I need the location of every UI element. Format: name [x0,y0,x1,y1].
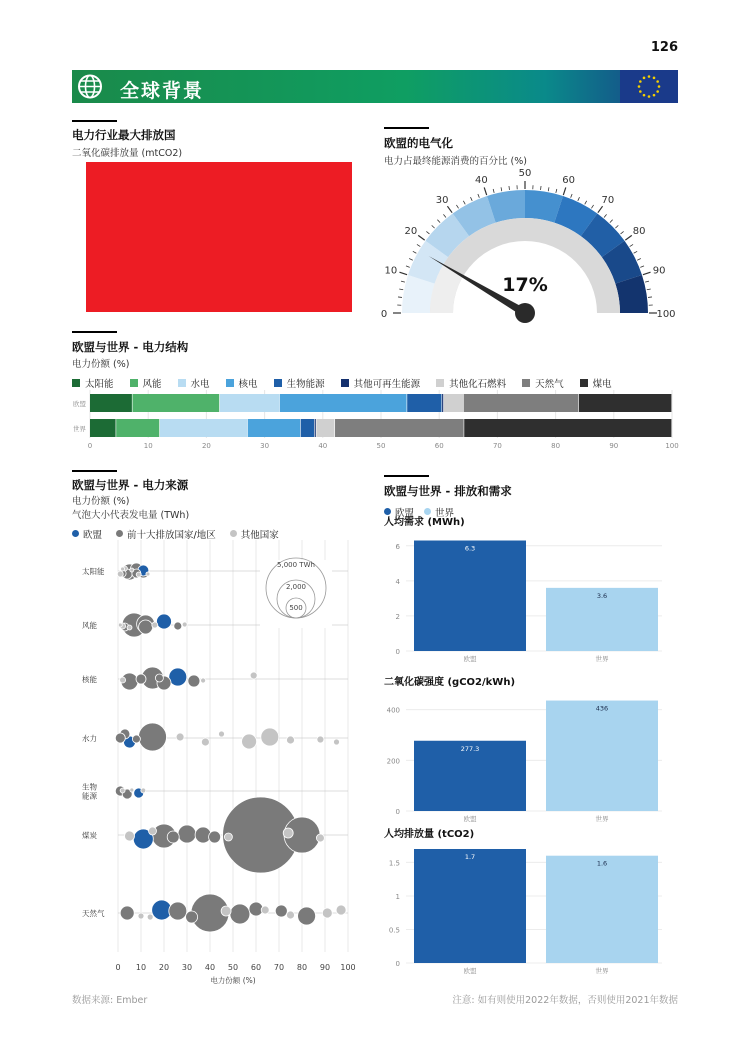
bubble [155,674,163,682]
category-label: 太阳能 [82,567,105,576]
bubble [127,625,132,630]
gauge-tick [447,206,452,212]
bubble [224,833,232,841]
x-tick-label: 100 [340,963,356,972]
legend-label: 煤电 [592,379,612,390]
bubble [139,620,153,634]
bubble [201,738,209,746]
legend-dot [72,530,79,537]
bubble [250,672,257,679]
legend-label: 水电 [190,379,210,390]
x-tick-label: 0 [87,442,93,450]
gauge-subtitle: 电力占最终能源消费的百分比 (%) [384,156,527,167]
gauge-value-label: 17% [502,274,548,296]
gauge-tick [478,194,479,198]
bubble [287,736,295,744]
bar-value-label: 3.6 [596,591,608,600]
gauge-tick [625,235,631,240]
x-tick-label: 40 [204,963,216,972]
chart-title: 人均需求 (MWh) [384,517,465,528]
flag-star-icon [653,94,656,97]
bubble [298,907,316,925]
bubble [139,723,167,751]
gauge-tick [471,197,473,201]
demand-bar-chart [378,513,678,668]
bar-value-label: 436 [595,704,609,713]
bubble [169,902,187,920]
bubble [118,623,122,627]
bubble [146,572,150,576]
bubble [138,913,144,919]
bubble [221,906,231,916]
bubble [157,614,172,629]
gauge-tick-label: 40 [475,174,488,186]
gauge-tick [406,266,410,267]
size-legend-label: 500 [289,604,303,612]
chart-title: 人均排放量 (tCO2) [384,829,475,840]
bubble [174,622,182,630]
bubble [283,828,293,838]
legend-swatch [72,379,80,387]
section-rule [384,475,429,477]
footer-note: 注意: 如有则使用2022年数据，否则使用2021年数据 [452,995,678,1006]
x-tick-label: 100 [665,442,679,450]
stacked-bar-segment [464,419,671,437]
x-tick-label: 20 [158,963,170,972]
bubble [149,827,157,835]
gauge-tick-label: 90 [652,265,666,277]
legend-swatch [341,379,349,387]
stacked-bar-segment [132,394,219,412]
gauge-tick [548,187,549,191]
y-tick-label: 2 [395,612,400,621]
bubble [136,572,141,577]
gauge-tick-label: 20 [404,226,418,238]
bubble [261,906,269,914]
legend-label: 太阳能 [85,379,114,390]
stacked-bar-segment [160,419,247,437]
bubble [132,735,140,743]
gauge-tick [578,197,580,201]
legend-label: 世界 [435,507,455,519]
gauge-tick [643,272,651,274]
bubble [336,905,346,915]
gauge-tick [509,186,510,190]
bar-value-label: 1.6 [596,859,608,868]
legend-label: 欧盟 [83,529,103,541]
legend-label: 欧盟 [395,507,415,519]
bubble [121,567,125,571]
flag-star-icon [638,85,641,88]
legend-swatch [274,379,282,387]
x-tick-label: 世界 [595,655,609,663]
legend-swatch [436,379,444,387]
page-number: 126 [650,40,678,55]
gauge-tick [571,194,572,198]
bubble [188,675,200,687]
stacked-bar-segment [579,394,672,412]
bubble [152,622,158,628]
bar [414,541,526,651]
bar-value-label: 6.3 [464,544,476,553]
bubble [178,825,196,843]
x-tick-label: 世界 [595,815,609,823]
gauge-tick [417,244,420,246]
category-label: 欧盟 [73,400,86,408]
stacked-bar-segment [315,419,316,437]
y-tick-label: 400 [386,706,400,715]
gauge-tick [463,201,465,205]
y-tick-label: 0 [395,960,400,968]
x-tick-label: 60 [250,963,262,972]
gauge-tick-label: 30 [435,194,449,206]
bar [414,849,526,963]
gauge-tick [437,220,440,223]
x-tick-label: 30 [260,442,270,450]
stacked-bar-segment [280,394,407,412]
stacked-bar-segment [116,419,159,437]
bubble [169,668,187,686]
category-label: 能源 [82,791,97,801]
legend-swatch [130,379,138,387]
gauge-tick [399,289,403,290]
legend-swatch [226,379,234,387]
gauge-tick [630,244,633,246]
sources-bubble-chart [72,538,362,988]
bar-value-label: 1.7 [464,853,476,861]
demand-title: 欧盟与世界 - 排放和需求 [384,484,512,498]
sources-subtitle-2: 气泡大小代表发电量 (TWh) [72,510,190,521]
stacked-bar-segment [90,394,132,412]
gauge-tick [585,201,587,205]
bubble [136,674,146,684]
x-tick-label: 10 [135,963,147,972]
bubble [242,734,257,749]
flag-star-icon [648,95,651,98]
bubble [230,904,250,924]
gauge-tick [541,186,542,190]
x-tick-label: 90 [609,442,619,450]
gauge-tick-label: 100 [656,309,676,320]
x-axis-label: 电力份额 (%) [210,976,256,985]
bubble [120,788,125,793]
stacked-bar-segment [248,419,300,437]
flag-star-icon [648,75,651,78]
bubble [334,739,340,745]
legend-swatch [580,379,588,387]
x-tick-label: 50 [227,963,239,972]
stacked-bar-segment [444,394,463,412]
y-tick-label: 1 [395,892,400,901]
bubble [182,622,187,627]
gauge-tick [413,251,417,253]
bar [546,701,658,811]
bubble [186,911,198,923]
bubble [209,831,221,843]
stacked-bar-segment [335,419,464,437]
bar [546,856,658,963]
emitters-title: 电力行业最大排放国 [72,128,176,142]
gauge-tick [647,289,651,290]
gauge-tick [634,251,638,253]
gauge-tick [621,231,624,234]
legend-label: 生物能源 [286,379,325,390]
gauge-tick [456,205,458,208]
bubble [201,678,206,683]
gauge-tick [604,214,607,217]
category-label: 水力 [82,734,97,743]
legend-label: 风能 [142,379,162,390]
category-label: 核能 [82,675,97,684]
bubble [261,728,279,746]
x-tick-label: 80 [551,442,561,450]
x-tick-label: 20 [201,442,211,450]
y-tick-label: 0 [395,808,400,816]
gauge-tick-label: 70 [601,194,615,206]
gauge-tick [401,281,405,282]
section-rule [72,331,117,333]
size-legend-label: 2,000 [285,583,307,591]
gauge-needle-hub [515,303,535,323]
x-tick-label: 80 [296,963,308,972]
legend-label: 其他国家 [240,529,279,541]
gauge-tick [615,225,618,228]
y-tick-label: 0.5 [388,926,400,935]
gauge-tick-label: 10 [384,265,398,277]
legend-label: 其他可再生能源 [353,379,421,390]
category-label: 世界 [73,425,86,433]
bubble [141,788,146,793]
bubble [249,902,263,916]
emitters-subtitle: 二氧化碳排放量 (mtCO2) [72,148,183,159]
bubble [120,677,126,683]
stacked-bar-segment [442,394,443,412]
x-tick-label: 世界 [595,967,609,975]
category-label: 生物 [82,782,97,792]
structure-subtitle: 电力份额 (%) [72,359,130,370]
gauge-tick [501,187,502,191]
bar-value-label: 277.3 [460,744,480,753]
category-label: 风能 [82,621,97,630]
y-tick-label: 1.5 [388,859,400,868]
gauge-title: 欧盟的电气化 [384,136,453,150]
gauge-tick [409,259,413,261]
bubble [275,905,287,917]
intensity-bar-chart [378,673,678,823]
category-label: 煤炭 [82,831,97,840]
legend-label: 前十大排放国家/地区 [127,529,216,541]
x-tick-label: 欧盟 [463,655,477,663]
bubble [316,834,324,842]
stacked-bar-segment [316,419,334,437]
emitters-map-placeholder [86,162,352,312]
structure-chart [62,388,682,453]
gauge-tick [399,272,407,274]
section-rule [72,470,117,472]
x-tick-label: 欧盟 [463,815,477,823]
legend-dot [230,530,237,537]
gauge-tick [563,187,565,195]
y-tick-label: 200 [386,757,400,766]
size-legend-label: 5,000 TWh [277,561,315,569]
flag-star-icon [653,77,656,80]
bubble [167,831,179,843]
y-tick-label: 4 [395,577,400,586]
banner-title: 全球背景 [120,80,205,102]
bubble [120,906,134,920]
flag-star-icon [639,90,642,93]
bubble [287,911,295,919]
eu-flag-icon [620,70,678,103]
x-tick-label: 0 [115,963,121,972]
flag-star-icon [658,85,661,88]
gauge-tick [640,266,644,267]
gauge-tick [426,231,429,234]
gauge-tick-label: 0 [380,309,388,320]
gauge-tick-label: 80 [632,226,646,238]
gauge-tick [637,259,641,261]
bubble [125,831,135,841]
stacked-bar-segment [464,394,579,412]
stacked-bar-segment [301,419,314,437]
x-tick-label: 50 [376,442,386,450]
flag-star-icon [643,94,646,97]
flag-star-icon [656,90,659,93]
gauge-tick [645,281,649,282]
legend-label: 其他化石燃料 [449,379,507,390]
legend-dot [116,530,123,537]
category-label: 天然气 [82,909,105,918]
x-tick-label: 90 [319,963,331,972]
stacked-bar-segment [220,394,279,412]
gauge-tick-label: 60 [562,174,575,186]
legend-label: 天然气 [535,379,564,390]
flag-star-icon [643,77,646,80]
bubble [322,908,332,918]
y-tick-label: 6 [395,542,400,551]
gauge-tick-label: 50 [518,168,532,179]
section-rule [384,127,429,129]
bubble [147,914,153,920]
x-tick-label: 60 [434,442,444,450]
chart-title: 二氧化碳强度 (gCO2/kWh) [384,677,516,688]
gauge-tick [432,225,435,228]
x-tick-label: 70 [492,442,502,450]
footer-source: 数据来源: Ember [72,995,148,1006]
gauge-tick [598,206,603,212]
percapita-bar-chart [378,825,678,980]
bubble [176,733,184,741]
gauge-tick [591,205,593,208]
x-tick-label: 欧盟 [463,967,477,975]
x-tick-label: 30 [181,963,193,972]
gauge-tick [610,220,613,223]
electrification-gauge [380,168,678,328]
globe-icon [72,70,108,103]
x-tick-label: 70 [273,963,285,972]
sources-subtitle: 电力份额 (%) [72,496,130,507]
bubble [130,568,134,572]
legend-swatch [522,379,530,387]
stacked-bar-segment [407,394,441,412]
y-tick-label: 0 [395,648,400,656]
sources-title: 欧盟与世界 - 电力来源 [72,478,189,492]
stacked-bar-segment [90,419,116,437]
section-rule [72,120,117,122]
bubble [317,736,324,743]
legend-swatch [178,379,186,387]
bubble [117,571,123,577]
bubble [115,733,125,743]
gauge-tick [398,297,402,298]
bubble [219,731,225,737]
legend-label: 核电 [238,379,258,390]
flag-star-icon [656,80,659,83]
x-tick-label: 40 [318,442,328,450]
gauge-tick [484,187,486,195]
x-tick-label: 10 [143,442,153,450]
gauge-tick [443,214,446,217]
bubble [130,788,134,792]
gauge-tick [493,189,494,193]
gauge-tick [418,235,424,240]
flag-star-icon [639,80,642,83]
gauge-tick [648,297,652,298]
gauge-tick [556,189,557,193]
structure-title: 欧盟与世界 - 电力结构 [72,340,189,354]
